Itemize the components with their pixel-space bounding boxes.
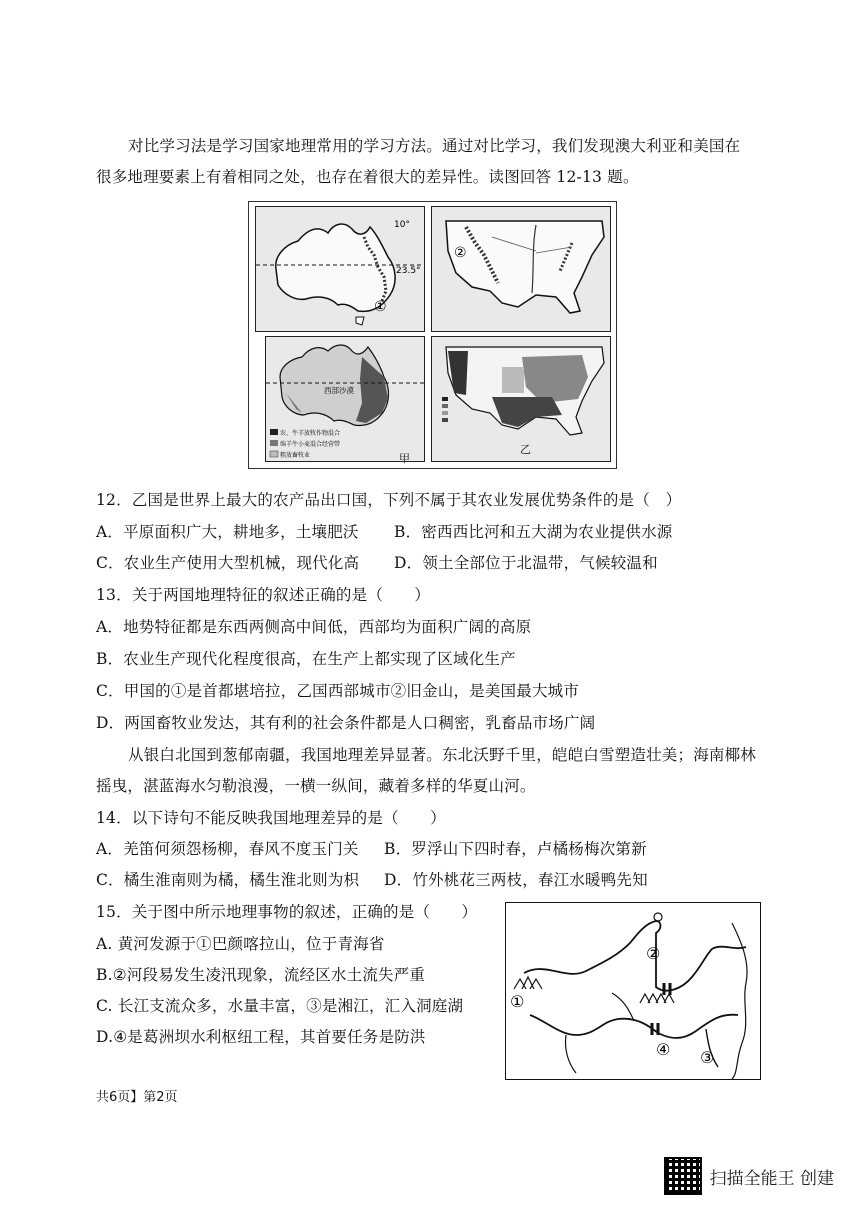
q13-option-c: C．甲国的①是首都堪培拉，乙国西部城市②旧金山，是美国最大城市 [96,682,580,700]
legend-item-1: 农、牛羊放牧作物混合 [280,430,341,437]
river-map-figure [505,902,761,1080]
q13-option-a: A．地势特征都是东西两侧高中间低，西部均为面积广阔的高原 [96,618,532,636]
watermark-text: 扫描全能王 创建 [709,1168,834,1189]
scanner-watermark [664,1157,834,1195]
q15-option-c: C. 长江支流众多，水量丰富，③是湘江，汇入洞庭湖 [96,997,464,1015]
q15-stem: 15．关于图中所示地理事物的叙述，正确的是（ ） [96,903,478,921]
usa-relief-map [431,206,611,332]
q14-stem: 14．以下诗句不能反映我国地理差异的是（ ） [96,809,446,827]
mountains-icon [514,977,674,1003]
marker-2-river-section: ② [646,944,661,963]
tropic-label: 23.5° [396,266,421,276]
q13-stem: 13．关于两国地理特征的叙述正确的是（ ） [96,586,431,604]
australia-agriculture-map [265,336,425,462]
marker-1-canberra: ① [374,299,387,315]
q14-option-d: D．竹外桃花三两枝，春江水暖鸭先知 [384,871,648,889]
label-jia: 甲 [399,452,411,465]
western-desert-label: 西部沙漠 [324,386,354,395]
australia-relief-map [255,206,425,332]
q15-option-a: A. 黄河发源于①巴颜喀拉山，位于青海省 [96,935,385,953]
latitude-10-label: 10° [394,220,410,230]
marker-4-dam: ④ [656,1040,671,1059]
legend-item-2: 绵羊牛小麦混合经营带 [280,441,341,448]
qr-code-icon [664,1157,702,1195]
passage2-line-1: 从银白北国到葱郁南疆，我国地理差异显著。东北沃野千里，皑皑白雪塑造壮美；海南椰林 [128,746,757,764]
q12-option-b: B．密西西比河和五大湖为农业提供水源 [394,523,673,541]
q14-option-b: B．罗浮山下四时春，卢橘杨梅次第新 [384,840,647,858]
comparison-map-figure [248,201,617,469]
q14-option-a: A．羌笛何须怨杨柳，春风不度玉门关 [96,840,359,858]
q12-option-d: D．领土全部位于北温带，气候较温和 [394,554,658,572]
usa-agriculture-map [431,336,611,462]
label-yi: 乙 [520,443,531,456]
marker-2-san-francisco: ② [454,245,467,261]
intro-line-1: 对比学习法是学习国家地理常用的学习方法。通过对比学习，我们发现澳大利亚和美国在 [128,137,741,155]
passage2-line-2: 摇曳，湛蓝海水匀勒浪漫，一横一纵间，藏着多样的华夏山河。 [96,777,536,795]
q12-option-a: A．平原面积广大，耕地多，土壤肥沃 [96,523,359,541]
q12-option-c: C．农业生产使用大型机械，现代化高 [96,554,360,572]
q13-option-b: B．农业生产现代化程度很高，在生产上都实现了区域化生产 [96,650,516,668]
q13-option-d: D．两国畜牧业发达，其有利的社会条件都是人口稠密，乳畜品市场广阔 [96,714,596,732]
legend-item-3: 粗放畜牧业 [280,452,311,459]
page-footer: 共6页】第2页 [96,1090,178,1105]
q12-stem: 12．乙国是世界上最大的农产品出口国，下列不属于其农业发展优势条件的是（ ） [96,491,682,509]
intro-line-2: 很多地理要素上有着相同之处，也存在着很大的差异性。读图回答 12-13 题。 [96,168,639,186]
marker-3-tributary: ③ [700,1048,715,1067]
q15-option-b: B.②河段易发生凌汛现象，流经区水土流失严重 [96,966,426,984]
q15-option-d: D.④是葛洲坝水利枢纽工程，其首要任务是防洪 [96,1028,426,1046]
q14-option-c: C．橘生淮南则为橘，橘生淮北则为枳 [96,871,360,889]
marker-1-bayan-har: ① [510,992,525,1011]
